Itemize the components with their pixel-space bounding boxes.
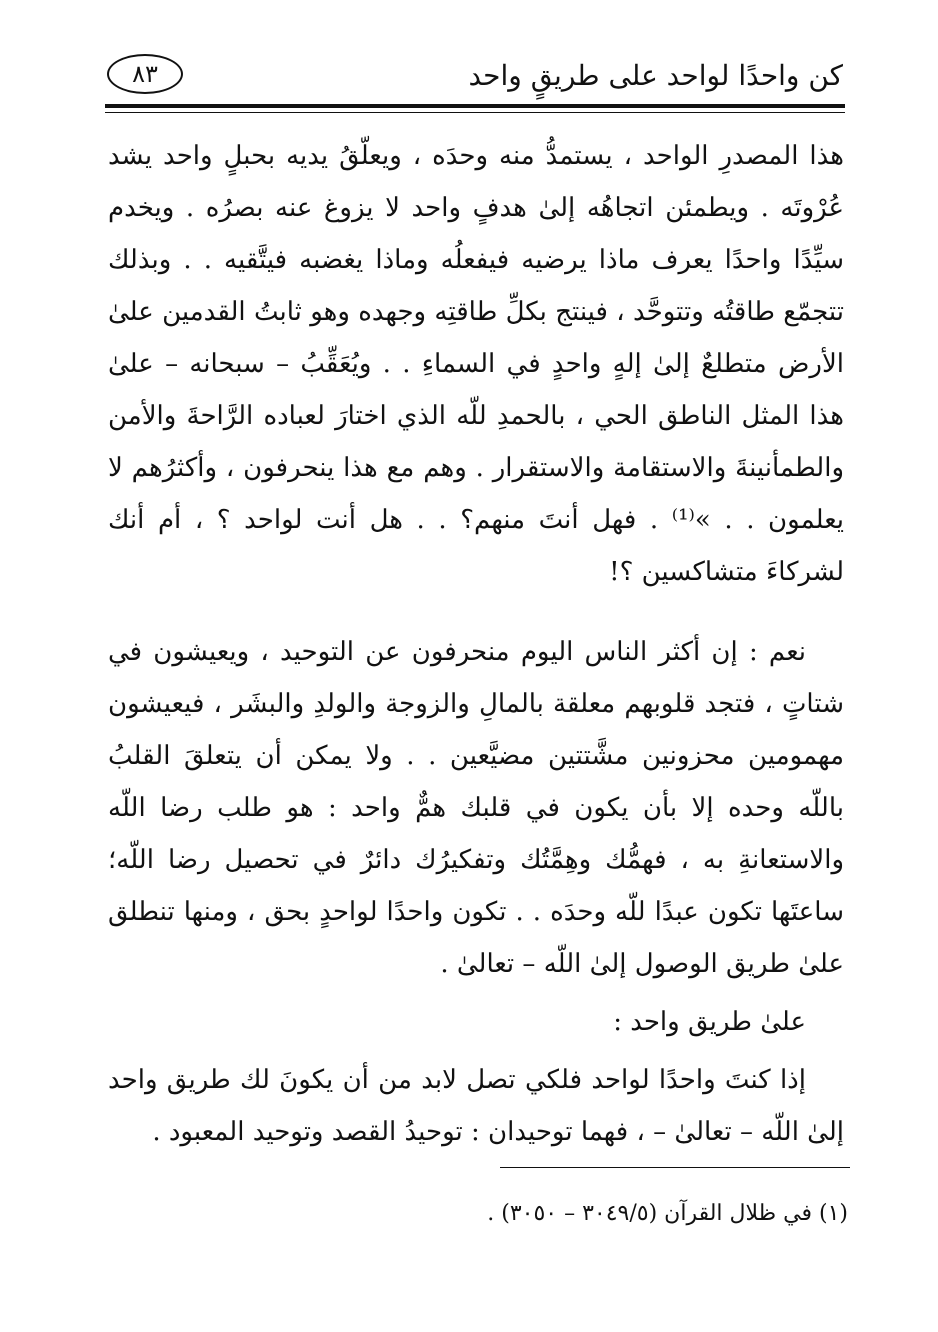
running-title: كن واحدًا لواحد على طريقٍ واحد bbox=[468, 59, 843, 92]
header-rule-thick bbox=[105, 104, 845, 108]
paragraph-naam: نعم : إن أكثر الناس اليوم منحرفون عن التوحيد ، ويعيشون في شتاتٍ ، فتجد قلوبهم معلقة بالمالِ والزوجة والولدِ والبشَر ، فيعيشون مهمومين محزونين مشَّتتين مضيَّعين . . ولا يمكن أن يتعلقَ القلبُ باللّه وحده إلا بأن يكون في قلبك همٌّ واحد : هو طلب رضا اللّه والاستعانةِ به ، فهمُّك وهِمَّتُك وتفكيرُك دائرٌ في تحصيل رضا اللّه؛ ساعتَها تكون عبدًا للّه وحدَه . . تكون واحدًا لواحدٍ بحق ، ومنها تنطلق علىٰ طريق الوصول إلىٰ اللّه – تعالىٰ . bbox=[108, 637, 844, 979]
paragraph-quote-continuation: هذا المصدرِ الواحد ، يستمدُّ منه وحدَه ، ويعلّقُ يديه بحبلٍ واحد يشد عُرْوتَه . ويطمئن اتجاهُه إلىٰ هدفٍ واحد لا يزوغ عنه بصرُه . ويخدم سيِّدًا واحدًا يعرف ماذا يرضيه فيفعلُه وماذا يغضبه فيتَّقيه . . وبذلك تتجمّع طاقتُه وتتوحَّد ، فينتج بكلِّ طاقتِه وجهده وهو ثابتُ القدمين علىٰ الأرض متطلعٌ إلىٰ إلهٍ واحدٍ في السماءِ . . ويُعَقِّبُ – سبحانه – علىٰ هذا المثل الناطق الحي ، بالحمدِ للّه الذي اختارَ لعباده الرَّاحةَ والأمن والطمأنينةَ والاستقامة والاستقرار . وهم مع هذا ينحرفون ، وأكثرُهم لا يعلمون . . »⁽¹⁾ . فهل أنتَ منهم؟ . . هل أنت لواحد ؟ ، أم أنك لشركاءَ متشاكسين ؟! bbox=[108, 141, 844, 587]
page-header bbox=[105, 48, 845, 106]
section-subheading: علىٰ طريق واحد : bbox=[613, 1007, 806, 1037]
paragraph-idha-kunta: إذا كنتَ واحدًا لواحد فلكي تصل لابد من أن يكونَ لك طريق واحد إلىٰ اللّه – تعالىٰ – ، فهما توحيدان : توحيدُ القصد وتوحيد المعبود . bbox=[108, 1065, 844, 1147]
footnote-separator bbox=[500, 1167, 850, 1168]
page-number-badge: ٨٣ bbox=[107, 54, 183, 94]
footnote: (١) في ظلال القرآن (٣٠٤٩/٥ – ٣٠٥٠) . bbox=[487, 1201, 848, 1226]
header-rule-thin bbox=[105, 112, 845, 113]
body-text bbox=[108, 130, 844, 1158]
